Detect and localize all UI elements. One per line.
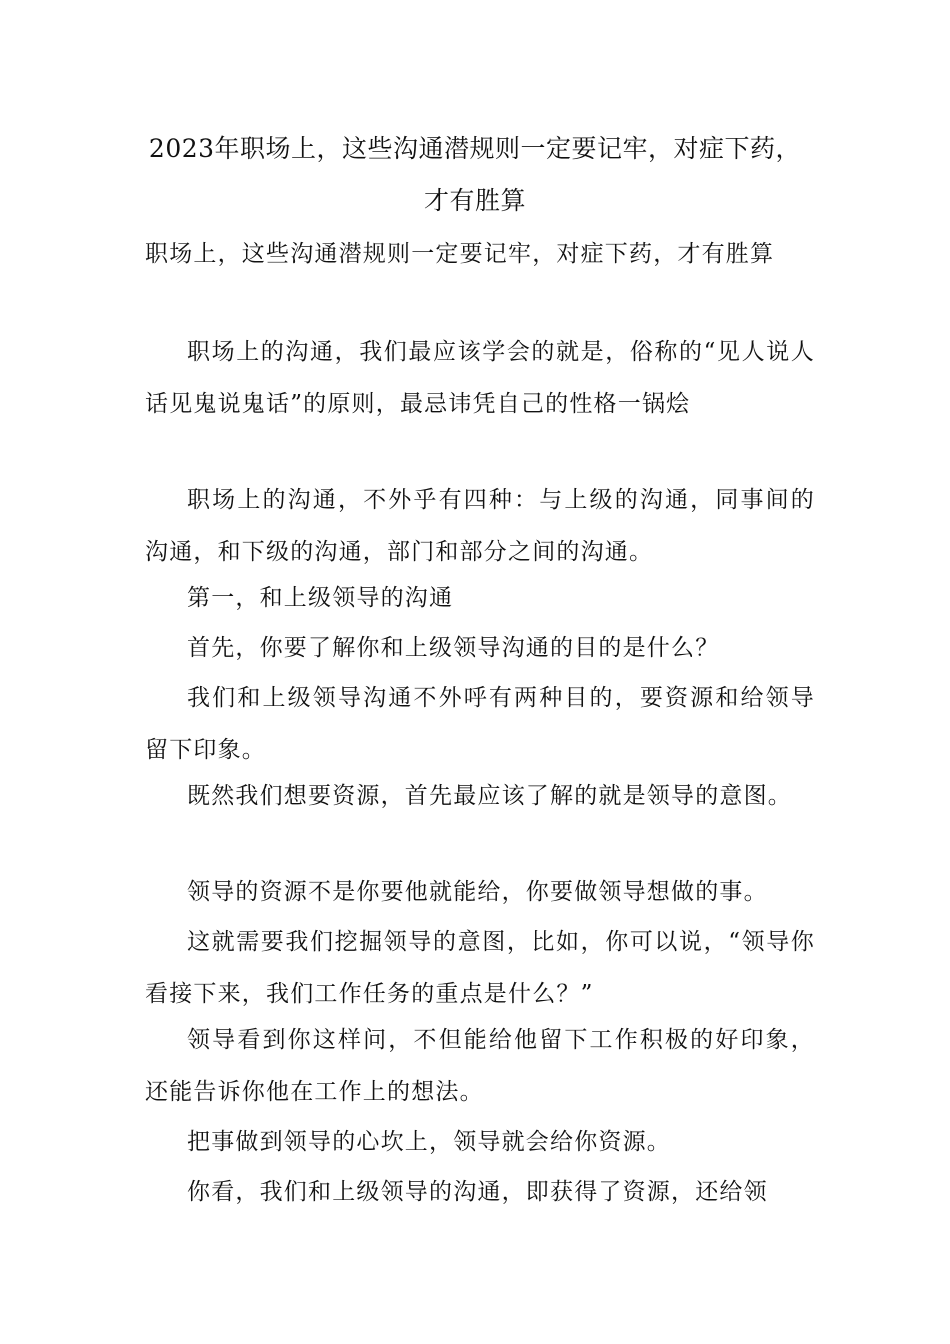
body-paragraph: 我们和上级领导沟通不外呼有两种目的，要资源和给领导留下印象。	[145, 685, 815, 763]
body-paragraph: 领导的资源不是你要他就能给，你要做领导想做的事。	[187, 879, 768, 905]
body-paragraph: 职场上的沟通，我们最应该学会的就是，俗称的“见人说人话见鬼说鬼话”的原则，最忌讳凭自己的性格一锅烩	[145, 339, 815, 417]
body-paragraph: 这就需要我们挖掘领导的意图，比如，你可以说，“领导你看接下来，我们工作任务的重点是什么？”	[145, 929, 815, 1007]
document-title-line-1: 2023年职场上，这些沟通潜规则一定要记牢，对症下药，	[148, 134, 802, 163]
section-heading: 第一，和上级领导的沟通	[187, 585, 454, 611]
body-paragraph: 你看，我们和上级领导的沟通，即获得了资源，还给领	[187, 1179, 768, 1205]
document-title-line-2: 才有胜算	[423, 186, 526, 215]
body-paragraph: 既然我们想要资源，首先最应该了解的就是领导的意图。	[187, 783, 792, 809]
body-paragraph: 领导看到你这样问，不但能给他留下工作积极的好印象，还能告诉你他在工作上的想法。	[145, 1027, 815, 1105]
body-paragraph: 首先，你要了解你和上级领导沟通的目的是什么？	[187, 635, 720, 661]
body-paragraph: 把事做到领导的心坎上，领导就会给你资源。	[187, 1129, 671, 1155]
subtitle-paragraph: 职场上，这些沟通潜规则一定要记牢，对症下药，才有胜算	[145, 241, 775, 267]
body-paragraph: 职场上的沟通，不外乎有四种：与上级的沟通，同事间的沟通，和下级的沟通，部门和部分之间的沟通。	[145, 487, 815, 565]
